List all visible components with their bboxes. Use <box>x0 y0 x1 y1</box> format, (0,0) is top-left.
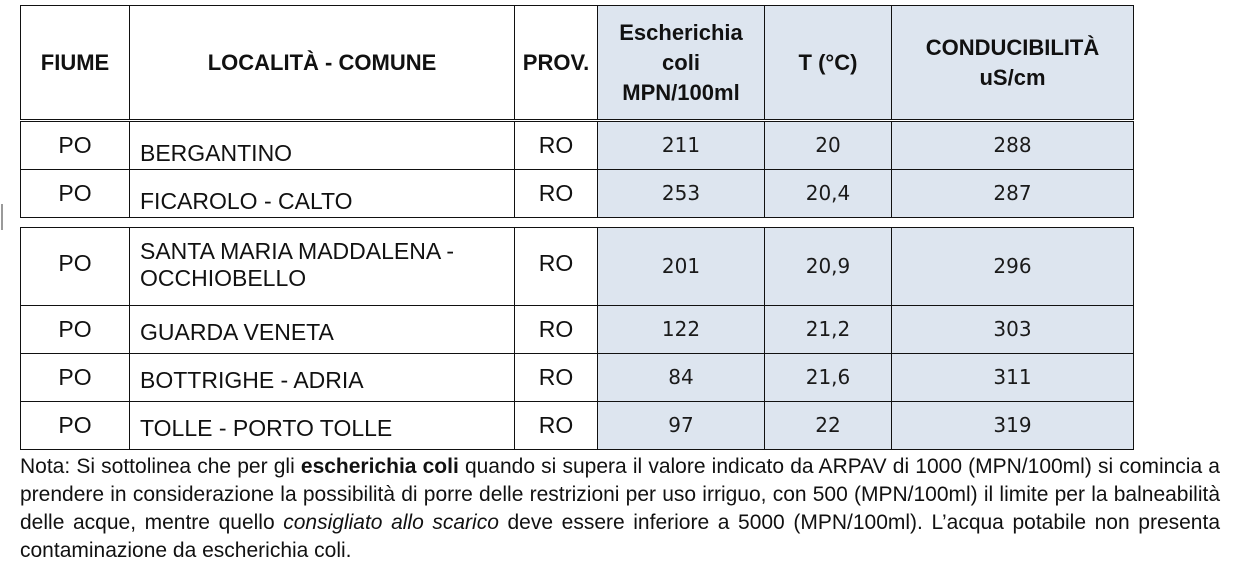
table-block-top <box>20 121 1134 218</box>
cell-ecoli: 201 <box>598 228 765 306</box>
cell-fiume: PO <box>21 228 130 306</box>
cell-cond: 296 <box>892 228 1134 306</box>
table-header <box>20 5 1134 120</box>
note-bold-term: escherichia coli <box>300 455 459 478</box>
cell-fiume: PO <box>21 122 130 170</box>
header-ecoli-line2: coli <box>662 49 700 75</box>
cell-prov: RO <box>515 122 598 170</box>
cell-localita: BERGANTINO <box>130 122 515 170</box>
header-fiume: FIUME <box>21 6 130 120</box>
cell-prov: RO <box>515 170 598 218</box>
note-text-1: Nota: Si sottolinea che per gli <box>20 455 301 478</box>
cell-fiume: PO <box>21 354 130 402</box>
header-cond-line2: uS/cm <box>979 64 1046 90</box>
cell-ecoli: 97 <box>598 402 765 450</box>
cell-temp: 21,6 <box>765 354 892 402</box>
table-row <box>21 122 1134 170</box>
cell-temp: 20,9 <box>765 228 892 306</box>
header-cond-line1: CONDUCIBILITÀ <box>925 34 1100 60</box>
cell-localita: FICAROLO - CALTO <box>130 170 515 218</box>
cell-localita: GUARDA VENETA <box>130 306 515 354</box>
cell-temp: 20 <box>765 122 892 170</box>
cell-temp: 21,2 <box>765 306 892 354</box>
header-row <box>21 6 1134 120</box>
header-temp: T (°C) <box>765 6 892 120</box>
note-text-3: deve essere inferiore a 5000 (MPN/100ml). L’acqua potabile non presenta contaminazione da escherichia coli. <box>20 511 1220 562</box>
cell-cond: 287 <box>892 170 1134 218</box>
cell-localita <box>130 228 515 306</box>
cell-prov: RO <box>515 306 598 354</box>
header-prov: PROV. <box>515 6 598 120</box>
cell-prov: RO <box>515 402 598 450</box>
cell-temp: 20,4 <box>765 170 892 218</box>
cell-cond: 311 <box>892 354 1134 402</box>
note-text-2: quando si supera il valore indicato da ARPAV di 1000 (MPN/100ml) si comincia a prendere in considerazione la possibilità di porre delle restrizioni per uso irriguo, con 500 (MPN/100ml) il limite per la balneabilità delle acque, mentre quello <box>20 455 1220 534</box>
page-edge-mark <box>1 204 3 230</box>
table-row <box>21 170 1134 218</box>
cell-cond: 288 <box>892 122 1134 170</box>
cell-ecoli: 84 <box>598 354 765 402</box>
cell-localita: BOTTRIGHE - ADRIA <box>130 354 515 402</box>
note-italic-term: consigliato allo scarico <box>283 511 499 534</box>
header-cond <box>892 6 1134 120</box>
cell-localita-line2: OCCHIOBELLO <box>140 265 307 291</box>
table-row <box>21 306 1134 354</box>
cell-ecoli: 253 <box>598 170 765 218</box>
cell-temp: 22 <box>765 402 892 450</box>
cell-localita-line1: SANTA MARIA MADDALENA - <box>140 238 454 264</box>
table-row <box>21 228 1134 306</box>
cell-cond: 303 <box>892 306 1134 354</box>
header-localita: LOCALITÀ - COMUNE <box>130 6 515 120</box>
header-ecoli-line1: Escherichia <box>619 19 743 45</box>
cell-ecoli: 211 <box>598 122 765 170</box>
cell-ecoli: 122 <box>598 306 765 354</box>
cell-localita: TOLLE - PORTO TOLLE <box>130 402 515 450</box>
footnote <box>20 453 1220 565</box>
cell-fiume: PO <box>21 402 130 450</box>
header-ecoli-line3: MPN/100ml <box>622 79 740 105</box>
cell-fiume: PO <box>21 306 130 354</box>
cell-fiume: PO <box>21 170 130 218</box>
table-block-bottom <box>20 227 1134 450</box>
cell-cond: 319 <box>892 402 1134 450</box>
cell-prov: RO <box>515 228 598 306</box>
table-row <box>21 354 1134 402</box>
header-ecoli <box>598 6 765 120</box>
table-row <box>21 402 1134 450</box>
cell-prov: RO <box>515 354 598 402</box>
